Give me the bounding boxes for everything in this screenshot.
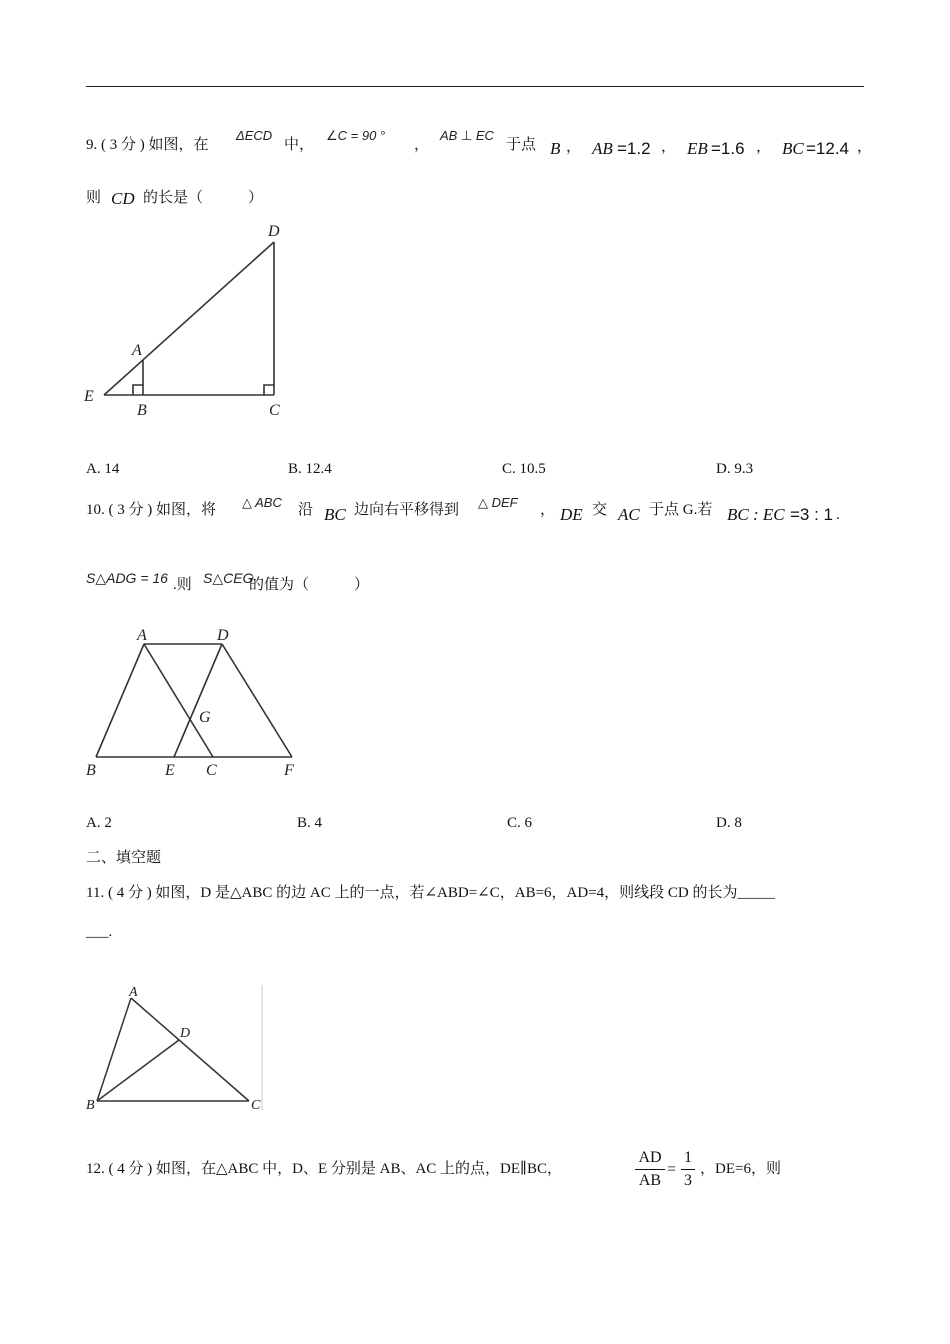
q12-value-denominator: 3 bbox=[684, 1172, 692, 1189]
q9-ab-value: =1.2 bbox=[617, 139, 651, 158]
q12-value-numerator: 1 bbox=[684, 1149, 692, 1166]
q10-area-ceg: S△CEG bbox=[203, 570, 254, 586]
q12-fraction-ad-ab bbox=[635, 1148, 665, 1191]
q10-tail: 的值为（ ） bbox=[249, 577, 370, 593]
q9-foot: 于点 bbox=[506, 137, 537, 153]
q10-cross: 交 bbox=[592, 502, 608, 518]
q10-label-d: D bbox=[217, 627, 229, 644]
q10-at-point: 于点 G.若 bbox=[649, 502, 713, 518]
q10-along: 沿 bbox=[298, 502, 314, 518]
q10-de: DE bbox=[560, 505, 583, 524]
q9-label-c: C bbox=[269, 402, 280, 419]
q11-label-a: A bbox=[129, 985, 138, 1000]
q10-label-b: B bbox=[86, 762, 96, 779]
q9-eb: EB bbox=[687, 139, 708, 158]
q9-comma4: ， bbox=[756, 139, 772, 155]
q12-tail: ，DE=6，则 bbox=[700, 1161, 781, 1177]
q9-comma5: ， bbox=[857, 139, 873, 155]
q9-option-a: A. 14 bbox=[86, 461, 120, 477]
q10-triangle-abc: △ ABC bbox=[242, 495, 282, 510]
q9-option-b: B. 12.4 bbox=[288, 461, 332, 477]
q11-edge-ab bbox=[97, 998, 131, 1101]
q9-bc-value: =12.4 bbox=[806, 139, 850, 158]
q12-equals: = bbox=[667, 1161, 677, 1178]
q10-label-g: G bbox=[199, 709, 211, 726]
q12-frac-numerator: AD bbox=[638, 1149, 662, 1166]
q12-frac-bar bbox=[635, 1169, 665, 1170]
q9-eb-value: =1.6 bbox=[711, 139, 745, 158]
section-heading: 二、填空题 bbox=[86, 850, 162, 866]
q10-area-adg: S△ADG = 16 bbox=[86, 570, 168, 586]
q10-label-a: A bbox=[137, 627, 147, 644]
q9-comma3: ， bbox=[661, 139, 677, 155]
q9-point-b: B bbox=[550, 139, 561, 158]
q11-edge-ac bbox=[131, 998, 249, 1101]
q12-text: 12. ( 4 分 ) 如图，在△ABC 中，D、E 分别是 AB、AC 上的点，DE∥BC， bbox=[86, 1161, 562, 1177]
q9-label-b: B bbox=[137, 402, 147, 419]
q11-text: 11. ( 4 分 ) 如图，D 是△ABC 的边 AC 上的一点，若∠ABD=∠C，AB=6，AD=4，则线段 CD 的长为_____ bbox=[86, 885, 776, 901]
q10-option-a: A. 2 bbox=[86, 815, 112, 831]
q11-label-d: D bbox=[180, 1026, 191, 1041]
q9-label-d: D bbox=[268, 223, 280, 240]
q9-triangle: ΔECD bbox=[236, 128, 273, 143]
q12-frac-denominator: AB bbox=[638, 1172, 662, 1189]
q12-value-bar bbox=[681, 1169, 695, 1170]
q9-bc: BC bbox=[782, 139, 804, 158]
q9-line2-tail: 的长是（ ） bbox=[143, 190, 264, 206]
q10-option-b: B. 4 bbox=[297, 815, 323, 831]
q10-prefix: 10. ( 3 分 ) 如图，将 bbox=[86, 502, 216, 518]
q10-move: 边向右平移得到 bbox=[354, 502, 460, 518]
q11-label-b: B bbox=[86, 1098, 95, 1113]
q9-perp: AB ⊥ EC bbox=[440, 128, 494, 143]
q10-then: .则 bbox=[173, 577, 192, 593]
q9-option-d: D. 9.3 bbox=[716, 461, 754, 477]
q10-ratio-value: =3 : 1 bbox=[790, 505, 834, 524]
q9-mid: 中， bbox=[284, 137, 315, 153]
q9-label-a: A bbox=[132, 342, 142, 359]
q10-ratio: BC : EC bbox=[727, 505, 785, 524]
q9-line2-prefix: 则 bbox=[86, 190, 102, 206]
q10-label-c: C bbox=[206, 762, 217, 779]
q10-label-f: F bbox=[284, 762, 294, 779]
q11-edge-bd bbox=[97, 1040, 179, 1101]
q11-label-c: C bbox=[251, 1098, 261, 1113]
q12-fraction-value bbox=[681, 1148, 695, 1191]
q9-ab: AB bbox=[592, 139, 613, 158]
q9-cd: CD bbox=[111, 189, 135, 208]
q10-option-d: D. 8 bbox=[716, 815, 742, 831]
q10-ac: AC bbox=[618, 505, 640, 524]
q10-label-e: E bbox=[165, 762, 175, 779]
q10-option-c: C. 6 bbox=[507, 815, 533, 831]
q10-triangle-def: △ DEF bbox=[478, 495, 518, 510]
q9-option-c: C. 10.5 bbox=[502, 461, 546, 477]
q9-angle: ∠C = 90 ° bbox=[326, 128, 386, 143]
q9-comma1: ， bbox=[414, 137, 430, 153]
q10-bc: BC bbox=[324, 505, 346, 524]
q10-dot: . bbox=[836, 507, 840, 523]
q9-comma2: ， bbox=[566, 139, 582, 155]
q10-comma: ， bbox=[540, 502, 556, 518]
q11-blank-tail: ___. bbox=[86, 924, 113, 940]
q9-prefix: 9. ( 3 分 ) 如图，在 bbox=[86, 137, 209, 153]
q9-label-e: E bbox=[84, 388, 94, 405]
